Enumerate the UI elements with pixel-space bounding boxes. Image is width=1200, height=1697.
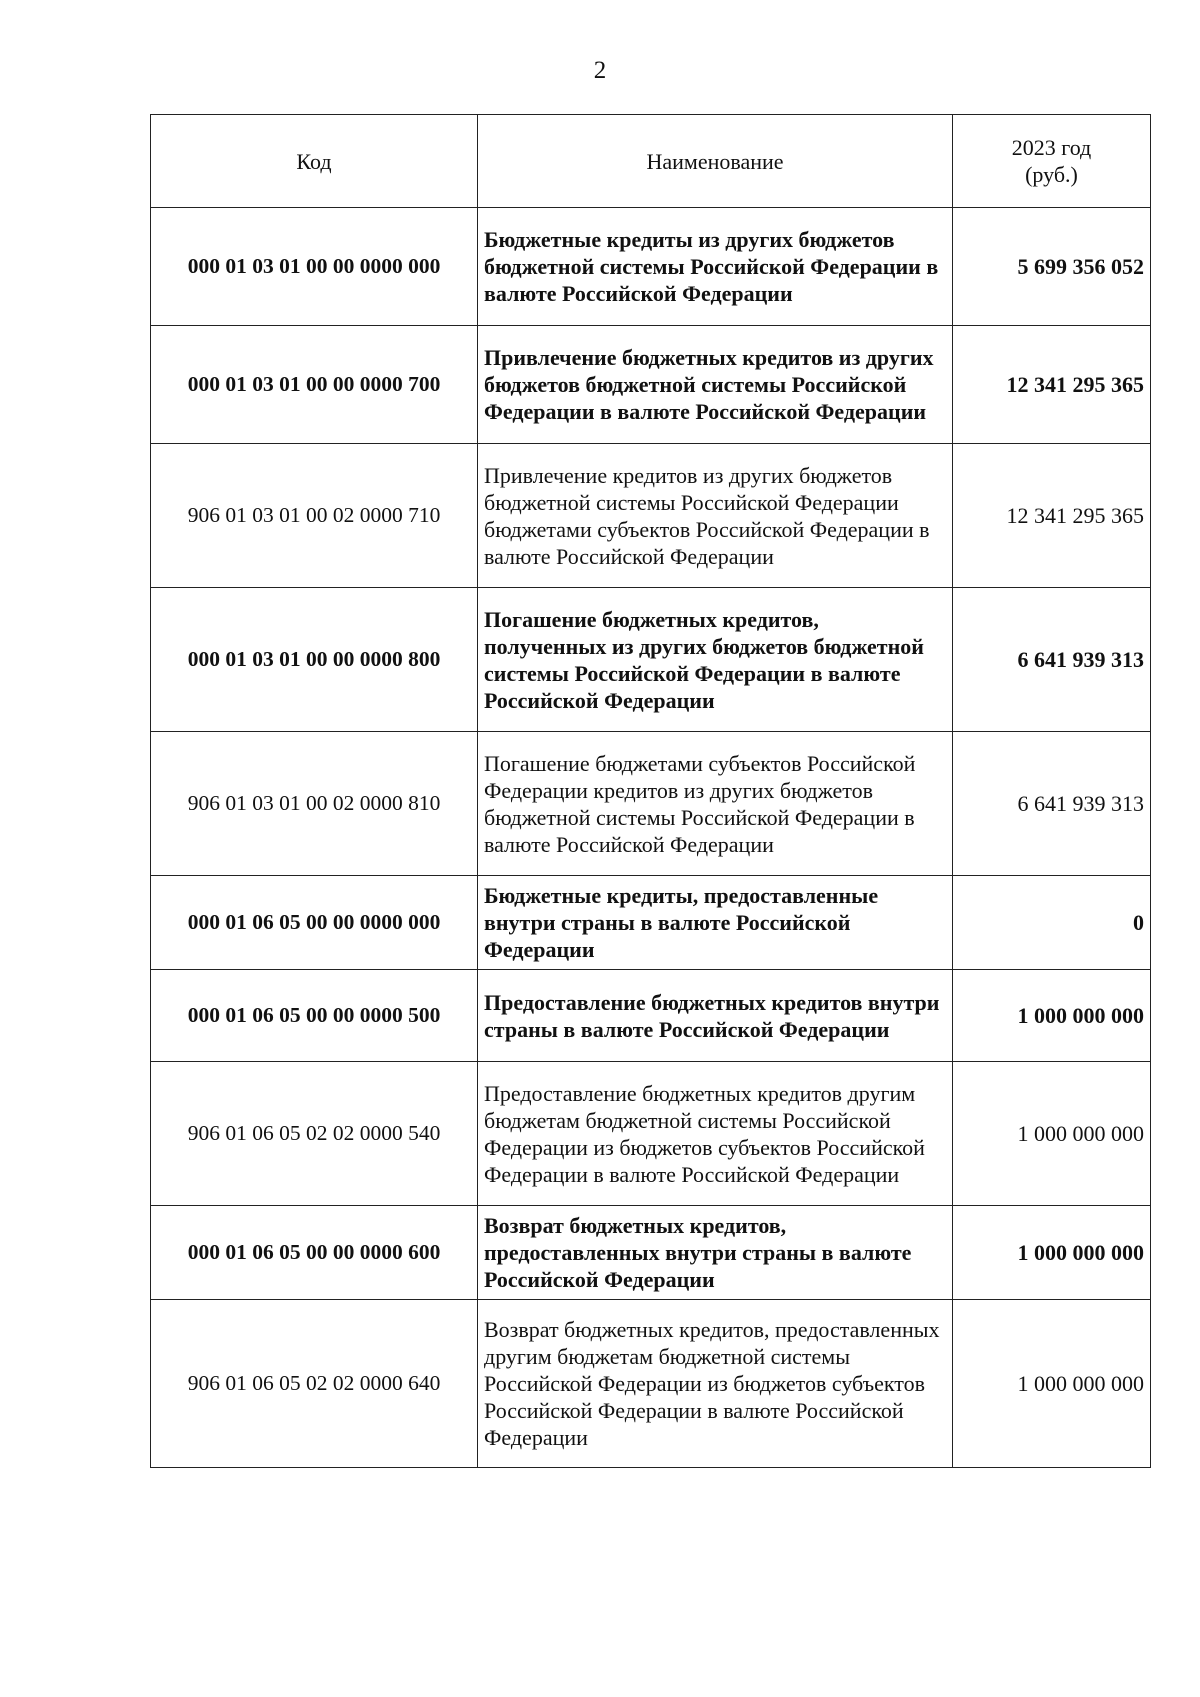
budget-sources-table xyxy=(150,114,1151,1468)
header-amount-unit: (руб.) xyxy=(1025,162,1078,187)
row-name: Погашение бюджетных кредитов, полученных из других бюджетов бюджетной системы Российской Федерации в валюте Российской Федерации xyxy=(478,588,953,732)
row-code: 906 01 03 01 00 02 0000 710 xyxy=(151,444,478,588)
table-row xyxy=(151,1300,1151,1468)
row-code: 906 01 06 05 02 02 0000 540 xyxy=(151,1062,478,1206)
header-amount xyxy=(953,115,1151,208)
table-row xyxy=(151,1206,1151,1300)
table-row xyxy=(151,326,1151,444)
row-code: 000 01 06 05 00 00 0000 500 xyxy=(151,970,478,1062)
table-row xyxy=(151,970,1151,1062)
row-name: Предоставление бюджетных кредитов внутри страны в валюте Российской Федерации xyxy=(478,970,953,1062)
row-name: Возврат бюджетных кредитов, предоставленных внутри страны в валюте Российской Федерации xyxy=(478,1206,953,1300)
table-header-row xyxy=(151,115,1151,208)
row-amount: 12 341 295 365 xyxy=(953,326,1151,444)
row-code: 906 01 06 05 02 02 0000 640 xyxy=(151,1300,478,1468)
row-name: Бюджетные кредиты, предоставленные внутри страны в валюте Российской Федерации xyxy=(478,876,953,970)
row-name: Бюджетные кредиты из других бюджетов бюджетной системы Российской Федерации в валюте Российской Федерации xyxy=(478,208,953,326)
row-name: Возврат бюджетных кредитов, предоставленных другим бюджетам бюджетной системы Российской Федерации из бюджетов субъектов Российской Федерации в валюте Российской Федерации xyxy=(478,1300,953,1468)
row-amount: 6 641 939 313 xyxy=(953,588,1151,732)
table-row xyxy=(151,876,1151,970)
row-name: Предоставление бюджетных кредитов другим бюджетам бюджетной системы Российской Федерации из бюджетов субъектов Российской Федерации в валюте Российской Федерации xyxy=(478,1062,953,1206)
row-amount: 1 000 000 000 xyxy=(953,970,1151,1062)
row-code: 000 01 03 01 00 00 0000 000 xyxy=(151,208,478,326)
table-row xyxy=(151,208,1151,326)
page-number: 2 xyxy=(593,57,607,84)
row-amount: 6 641 939 313 xyxy=(953,732,1151,876)
row-amount: 0 xyxy=(953,876,1151,970)
row-code: 000 01 06 05 00 00 0000 000 xyxy=(151,876,478,970)
row-code: 000 01 06 05 00 00 0000 600 xyxy=(151,1206,478,1300)
row-name: Привлечение кредитов из других бюджетов бюджетной системы Российской Федерации бюджетами субъектов Российской Федерации в валюте Российской Федерации xyxy=(478,444,953,588)
row-amount: 5 699 356 052 xyxy=(953,208,1151,326)
table-row xyxy=(151,444,1151,588)
row-name: Привлечение бюджетных кредитов из других бюджетов бюджетной системы Российской Федерации в валюте Российской Федерации xyxy=(478,326,953,444)
row-amount: 1 000 000 000 xyxy=(953,1206,1151,1300)
table-row xyxy=(151,1062,1151,1206)
row-amount: 1 000 000 000 xyxy=(953,1062,1151,1206)
table-row xyxy=(151,588,1151,732)
row-amount: 12 341 295 365 xyxy=(953,444,1151,588)
table-row xyxy=(151,732,1151,876)
header-code: Код xyxy=(151,115,478,208)
header-name: Наименование xyxy=(478,115,953,208)
row-name: Погашение бюджетами субъектов Российской Федерации кредитов из других бюджетов бюджетной системы Российской Федерации в валюте Российской Федерации xyxy=(478,732,953,876)
row-code: 906 01 03 01 00 02 0000 810 xyxy=(151,732,478,876)
row-code: 000 01 03 01 00 00 0000 800 xyxy=(151,588,478,732)
row-code: 000 01 03 01 00 00 0000 700 xyxy=(151,326,478,444)
header-amount-year: 2023 год xyxy=(1011,135,1092,160)
row-amount: 1 000 000 000 xyxy=(953,1300,1151,1468)
